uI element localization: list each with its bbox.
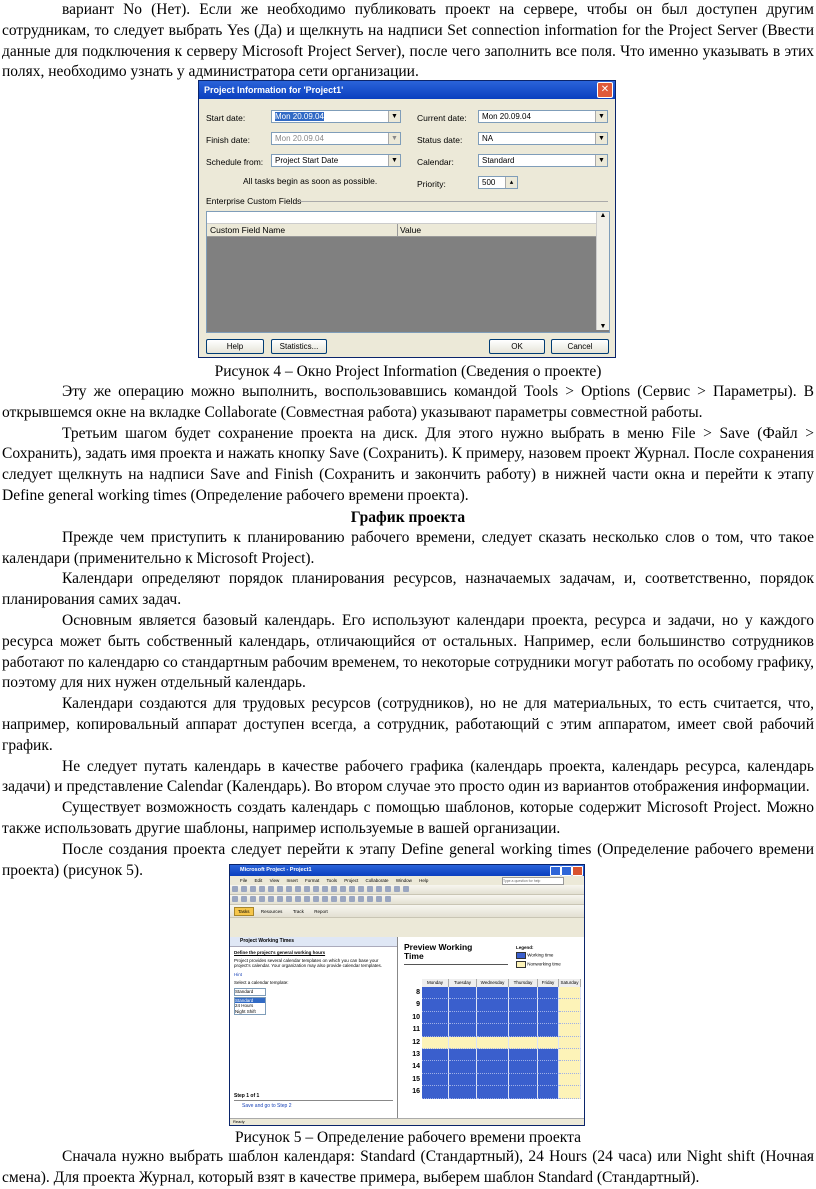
- time-cell: [538, 1074, 559, 1086]
- grid-header: [207, 224, 609, 237]
- menu-item[interactable]: Collaborate: [365, 878, 389, 883]
- time-cell: [559, 999, 581, 1011]
- time-cell: [509, 1024, 538, 1036]
- chevron-down-icon[interactable]: ▼: [595, 155, 607, 166]
- template-option[interactable]: 24 Hours: [235, 1003, 254, 1008]
- pane-text: Project provides several calendar templates on which you can base your project's calendar. Your organization may also provide calendar templates.: [234, 957, 382, 968]
- time-cell: [449, 987, 477, 999]
- chevron-down-icon[interactable]: ▼: [599, 323, 607, 330]
- legend-nonworking: Nonworking time: [527, 961, 561, 967]
- hour-label: 12: [412, 1038, 420, 1046]
- time-cell: [509, 987, 538, 999]
- chevron-down-icon[interactable]: ▼: [595, 133, 607, 144]
- hour-label: 9: [416, 1001, 420, 1009]
- time-cell: [559, 1037, 581, 1049]
- time-cell: [538, 1024, 559, 1036]
- time-cell: [509, 999, 538, 1011]
- time-cell: [559, 987, 581, 999]
- project-guide-toolbar: [230, 905, 584, 918]
- help-button[interactable]: Help: [206, 339, 264, 354]
- nonworking-swatch: [516, 961, 526, 968]
- guide-tasks-button[interactable]: Tasks: [234, 907, 254, 916]
- time-cell: [538, 1049, 559, 1061]
- paragraph: вариант No (Нет). Если же необходимо публиковать проект на сервере, чтобы он был доступен другим сотрудникам, то следует выбрать Yes (Да) и щелкнуть на надписи Set connection information for the Project Server (Ввести данные для подключения к серверу Microsoft Project Server), после чего заполнить все поля. Что именно указывать в этих полях, необходимо узнать у администратора сети организации.: [2, 1, 814, 81]
- time-cell: [477, 1024, 509, 1036]
- current-date-field[interactable]: Mon 20.09.04 ▼: [478, 110, 608, 123]
- start-date-label: Start date:: [206, 113, 246, 123]
- paragraph: Существует возможность создать календарь с помощью шаблонов, которые содержит Microsoft Project. Можно также использовать другие шаблоны, например используемые в вашей организации.: [2, 799, 814, 837]
- time-cell: [538, 1012, 559, 1024]
- dialog-title-bar: [199, 81, 615, 99]
- paragraph: Календари создаются для трудовых ресурсов (сотрудников), но не для материальных, то есть считается, что, например, копировальный аппарат доступен всегда, а сотрудник, работающий с этим аппаратом, имеет свой рабочий график.: [2, 695, 814, 754]
- time-cell: [449, 1074, 477, 1086]
- template-options-list: [234, 997, 266, 1016]
- menu-item[interactable]: Project: [344, 878, 359, 883]
- current-date-label: Current date:: [417, 113, 467, 123]
- column-header-name: Custom Field Name: [210, 225, 286, 235]
- time-cell: [422, 999, 449, 1011]
- menu-bar: [230, 876, 584, 885]
- calendar-select[interactable]: Standard ▼: [478, 154, 608, 167]
- template-option[interactable]: Standard: [235, 998, 265, 1004]
- template-select-label: Select a calendar template:: [234, 980, 289, 985]
- time-cell: [477, 1012, 509, 1024]
- time-cell: [477, 1061, 509, 1073]
- status-date-field[interactable]: NA ▼: [478, 132, 608, 145]
- spin-icon[interactable]: ▴: [505, 177, 517, 188]
- grid-scrollbar[interactable]: [596, 212, 609, 330]
- day-header: Friday: [538, 979, 559, 987]
- save-step-link[interactable]: Save and go to Step 2: [242, 1103, 292, 1109]
- hint-link[interactable]: Hint: [234, 971, 243, 977]
- time-cell: [559, 1049, 581, 1061]
- pane-title: Project Working Times: [230, 937, 397, 947]
- custom-fields-grid[interactable]: [206, 211, 610, 333]
- grid-edit-row[interactable]: [207, 212, 609, 224]
- cancel-button[interactable]: Cancel: [551, 339, 609, 354]
- menu-item[interactable]: Edit: [254, 878, 263, 883]
- priority-label: Priority:: [417, 179, 446, 189]
- time-cell: [559, 1074, 581, 1086]
- menu-item[interactable]: Help: [419, 878, 429, 883]
- project-guide-pane: [230, 937, 398, 1121]
- schedule-from-label: Schedule from:: [206, 157, 264, 167]
- time-cell: [449, 1024, 477, 1036]
- day-header: Saturday: [559, 979, 581, 987]
- preview-title: Preview Working Time: [404, 942, 473, 961]
- time-cell: [509, 1049, 538, 1061]
- working-time-calendar: [406, 979, 584, 1117]
- menu-item[interactable]: Insert: [286, 878, 298, 883]
- time-cell: [559, 1024, 581, 1036]
- time-cell: [449, 1086, 477, 1098]
- menu-item[interactable]: Window: [395, 878, 412, 883]
- window-title: Microsoft Project - Project1: [240, 867, 312, 873]
- priority-stepper[interactable]: 500 ▴: [478, 176, 518, 189]
- menu-item[interactable]: Tools: [326, 878, 337, 883]
- text-block-bottom: [0, 1147, 816, 1189]
- time-cell: [538, 1086, 559, 1098]
- column-divider: [397, 224, 398, 236]
- hour-label: 8: [416, 989, 420, 996]
- hour-label: 13: [412, 1051, 420, 1058]
- finish-date-field[interactable]: Mon 20.09.04 ▼: [271, 132, 401, 145]
- schedule-note: All tasks begin as soon as possible.: [243, 176, 378, 186]
- calendar-label: Calendar:: [417, 157, 454, 167]
- time-cell: [538, 1061, 559, 1073]
- divider: [234, 1100, 393, 1101]
- chevron-down-icon[interactable]: ▼: [388, 111, 400, 122]
- paragraph: После создания проекта следует перейти к этапу Define general working times (Определение рабочего времени проекта) (рисунок 5).: [2, 840, 814, 879]
- time-cell: [422, 987, 449, 999]
- guide-report-button[interactable]: Report: [314, 909, 328, 914]
- status-bar: Ready: [230, 1118, 585, 1125]
- paragraph: Прежде чем приступить к планированию рабочего времени, следует сказать несколько слов о том, что такое календари (применительно к Microsoft Project).: [2, 528, 814, 567]
- legend-working: Working time: [527, 952, 554, 958]
- time-cell: [422, 1061, 449, 1073]
- day-header: Thursday: [509, 979, 538, 987]
- enterprise-fields-label: Enterprise Custom Fields: [206, 196, 302, 206]
- chevron-down-icon[interactable]: ▼: [388, 155, 400, 166]
- template-option[interactable]: Night Shift: [235, 1008, 256, 1014]
- standard-toolbar: [230, 885, 584, 895]
- paragraph: Третьим шагом будет сохранение проекта на диск. Для этого нужно выбрать в меню File > Save (Файл > Сохранить), задать имя проекта и нажать кнопку Save (Сохранить). К примеру, назовем проект Журнал. После сохранения следует щелкнуть на надписи Save and Finish (Сохранить и закончить работу) в нижней части окна и перейти к этапу Define general working times (Определение рабочего времени проекта).: [2, 424, 814, 504]
- time-cell: [559, 1086, 581, 1098]
- ok-button[interactable]: OK: [489, 339, 545, 354]
- guide-resources-button[interactable]: Resources: [260, 909, 283, 914]
- time-cell: [449, 1061, 477, 1073]
- chevron-down-icon[interactable]: ▼: [595, 111, 607, 122]
- figure-caption-5: Рисунок 5 – Определение рабочего времени проекта: [235, 1129, 581, 1146]
- day-header: Wednesday: [477, 979, 509, 987]
- text-block-mid: [0, 382, 816, 881]
- schedule-from-select[interactable]: Project Start Date ▼: [271, 154, 401, 167]
- section-heading: График проекта: [350, 508, 466, 526]
- time-cell: [449, 1012, 477, 1024]
- hour-label: 15: [412, 1075, 420, 1083]
- pane-heading: Define the project's general working hours: [234, 950, 326, 955]
- day-header: Tuesday: [449, 979, 477, 987]
- paragraph: Календари определяют порядок планирования ресурсов, назначаемых задачам, и, соответственно, порядок планирования самих задач.: [2, 570, 814, 609]
- close-icon[interactable]: ✕: [597, 82, 613, 98]
- time-cell: [449, 999, 477, 1011]
- day-header: Monday: [422, 979, 449, 987]
- time-cell: [477, 987, 509, 999]
- window-title-bar: [230, 865, 584, 876]
- paragraph: Основным является базовый календарь. Его используют календари проекта, ресурса и задачи, но у каждого ресурса может быть собственный календарь, отличающийся от остальных. Например, если большинство сотрудников работают по календарю со стандартным рабочим временем, то некоторые сотрудники могут работать по особому графику, поэтому для них нужен отдельный календарь.: [2, 611, 814, 692]
- time-cell: [509, 1012, 538, 1024]
- time-cell: [422, 1012, 449, 1024]
- time-cell: [422, 1049, 449, 1061]
- time-cell: [449, 1037, 477, 1049]
- hour-label: 14: [412, 1063, 420, 1071]
- divider: [404, 964, 508, 965]
- chevron-up-icon[interactable]: ▲: [599, 212, 607, 219]
- hour-label: 10: [412, 1013, 420, 1021]
- template-select[interactable]: Standard: [234, 988, 266, 996]
- time-cell: [422, 1074, 449, 1086]
- close-icon[interactable]: [572, 866, 583, 876]
- paragraph: Не следует путать календарь в качестве рабочего графика (календарь проекта, календарь ресурса, календарь задачи) и представление Calendar (Календарь). Во втором случае это просто один из вариантов отображения информации.: [2, 757, 814, 796]
- menu-item[interactable]: File: [240, 878, 248, 883]
- project-information-dialog: [198, 80, 616, 358]
- paragraph: Эту же операцию можно выполнить, воспользовавшись командой Tools > Options (Сервис > Параметры). В открывшемся окне на вкладке Collaborate (Совместная работа) указывают параметры совместной работы.: [2, 383, 814, 421]
- minimize-icon[interactable]: [550, 866, 561, 876]
- time-cell: [509, 1074, 538, 1086]
- paragraph: Сначала нужно выбрать шаблон календаря: Standard (Стандартный), 24 Hours (24 часа) или Night shift (Ночная смена). Для проекта Журнал, который взят в качестве примера, выберем шаблон Standard (Стандартный).: [2, 1148, 814, 1186]
- status-date-label: Status date:: [417, 135, 463, 145]
- figure-caption-4: Рисунок 4 – Окно Project Information (Сведения о проекте): [214, 363, 602, 380]
- divider: [299, 201, 608, 202]
- legend-title: Legend:: [516, 945, 534, 950]
- time-cell: [559, 1061, 581, 1073]
- hour-label: 16: [412, 1088, 420, 1096]
- time-cell: [477, 999, 509, 1011]
- dialog-title: Project Information for 'Project1': [204, 85, 344, 95]
- formatting-toolbar: [230, 895, 584, 905]
- legend: [516, 945, 561, 968]
- time-cell: [422, 1024, 449, 1036]
- guide-track-button[interactable]: Track: [292, 909, 304, 914]
- statistics-button[interactable]: Statistics...: [271, 339, 327, 354]
- preview-pane: [398, 937, 584, 1121]
- hour-label: 11: [412, 1026, 420, 1034]
- time-cell: [559, 1012, 581, 1024]
- menu-item[interactable]: View: [269, 878, 280, 883]
- time-cell: [538, 999, 559, 1011]
- chevron-down-icon[interactable]: ▼: [388, 133, 400, 144]
- help-search-input[interactable]: Type a question for help: [502, 877, 564, 885]
- time-cell: [509, 1037, 538, 1049]
- working-swatch: [516, 952, 526, 959]
- time-cell: [422, 1086, 449, 1098]
- time-cell: [538, 987, 559, 999]
- step-label: Step 1 of 1: [234, 1093, 260, 1099]
- time-cell: [477, 1037, 509, 1049]
- column-header-value: Value: [400, 225, 422, 235]
- time-cell: [477, 1049, 509, 1061]
- start-date-field[interactable]: Mon 20.09.04 ▼: [271, 110, 401, 123]
- time-cell: [477, 1086, 509, 1098]
- time-cell: [449, 1049, 477, 1061]
- time-cell: [509, 1086, 538, 1098]
- time-cell: [509, 1061, 538, 1073]
- pane-body: [230, 947, 397, 1018]
- time-cell: [422, 1037, 449, 1049]
- ms-project-window: [229, 864, 585, 1126]
- finish-date-label: Finish date:: [206, 135, 250, 145]
- maximize-icon[interactable]: [561, 866, 572, 876]
- time-cell: [538, 1037, 559, 1049]
- text-block-top: [0, 0, 816, 83]
- time-cell: [477, 1074, 509, 1086]
- menu-item[interactable]: Format: [305, 878, 320, 883]
